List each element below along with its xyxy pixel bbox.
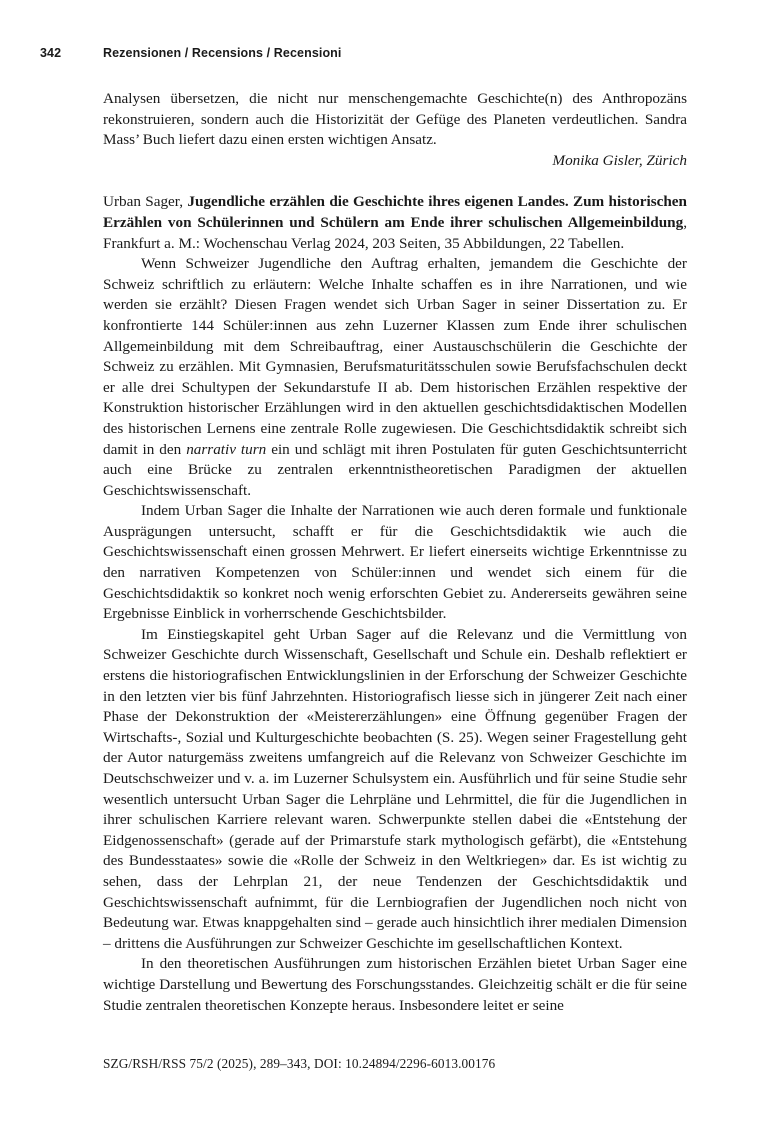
page-number: 342 [40,46,62,60]
paragraph-text: Wenn Schweizer Jugendliche den Auftrag erhalten, jemandem die Geschichte der Schweiz schriftlich zu erläutern: Welche Inhalte schaffen es in ihre Narrationen, und wie werden sie erzählt? Diesen Fragen wendet sich Urban Sager in seiner Dissertation zu. Er konfrontierte 144 Schüler:innen aus zehn Luzerner Klassen zum Ende ihrer schulischen Allgemeinbildung mit dem Schreibauftrag, einer Austauschschülerin die Geschichte der Schweiz zu erzählen. Mit Gymnasien, Berufsmaturitätsschulen sowie Berufsfachschulen deckt er alle drei Schultypen der Sekundarstufe II ab. Dem historischen Erzählen respektive der Konstruktion historischer Erzählungen wird in den aktuellen geschichtsdidaktischen Modellen des historischen Lernens eine zentrale Rolle zugewiesen. Die Geschichtsdidaktik schreibt sich damit in den [103,255,687,458]
review-paragraph: Indem Urban Sager die Inhalte der Narrationen wie auch deren formale und funktionale Ausprägungen untersucht, schafft er für die Geschichtsdidaktik wie auch die Geschichtswissenschaft einen grossen Mehrwert. Er liefert einerseits wichtige Erkenntnisse zu den narrativen Kompetenzen von Schüler:innen und wendet sich einem für die Geschichtsdidaktik so konkret noch wenig erforschten Gebiet zu. Andererseits gewähren seine Ergebnisse Einblick in vorherrschende Geschichtsbilder. [103,502,687,623]
review-paragraph: Im Einstiegskapitel geht Urban Sager auf die Relevanz und die Vermittlung von Schweizer Geschichte durch Wissenschaft, Gesellschaft und Schule ein. Deshalb reflektiert er erstens die historiografischen Entwicklungslinien in der Erforschung der Schweizer Geschichte in den letzten vier bis fünf Jahrzehnten. Historiografisch liesse sich in jüngerer Zeit nach einer Phase der Dekonstruktion der «Meistererzählungen» eine Öffnung gegenüber Fragen der Wirtschafts-, Sozial und Kulturgeschichte beobachten (S. 25). Wegen seiner Fragestellung geht der Autor naturgemäss zweitens umfangreich auf die Relevanz von Schweizer Geschichte im Deutschschweizer und v. a. im Luzerner Schulsystem ein. Ausführlich und für seine Studie sehr wesentlich untersucht Urban Sager die Lehrpläne und Lehrmittel, die für die Jugendlichen in ihrer schulischen Karriere relevant waren. Schwerpunkte stellen dabei die «Entstehung der Eidgenossenschaft» (gerade auf der Primarstufe stark mythologisch gefärbt), die «Entstehung des Bundesstaates» sowie die «Rolle der Schweiz in den Weltkriegen» dar. Es ist wichtig zu sehen, dass der Lehrplan 21, der neue Tendenzen der Geschichtsdidaktik und Geschichtswissenschaft aufnimmt, für die Lernbiografien der Jugendlichen noch nicht von Bedeutung war. Etwas knappgehalten sind – gerade auch hinsichtlich ihrer medialen Dimension – drittens die Ausführungen zur Schweizer Geschichte im gesellschaftlichen Kontext. [103,625,687,952]
main-text [103,89,687,1016]
journal-citation-footer: SZG/RSH/RSS 75/2 (2025), 289–343, DOI: 10.24894/2296-6013.00176 [103,1056,496,1071]
review-bibliographic-heading [103,192,687,254]
emphasized-term: narrativ turn [186,440,267,458]
reviewer-signature: Monika Gisler, Zürich [552,151,687,169]
review-paragraph: In den theoretischen Ausführungen zum historischen Erzählen bietet Urban Sager eine wichtige Darstellung und Bewertung des Forschungsstandes. Gleichzeitig schält er die für seine Studie zentralen theoretischen Konzepte heraus. Insbesondere leitet er seine [103,955,687,1014]
previous-review-closing-paragraph: Analysen übersetzen, die nicht nur menschengemachte Geschichte(n) des Anthropozäns rekonstruieren, sondern auch die Historizität der Gefüge des Planeten verdeutlichen. Sandra Mass’ Buch liefert dazu einen ersten wichtigen Ansatz. [103,90,687,149]
review-book-author: Urban Sager, [103,193,188,211]
section-title: Rezensionen / Recensions / Recensioni [103,46,342,60]
review-paragraph [103,254,687,501]
review-book-title: Jugendliche erzählen die Geschichte ihres eigenen Landes. Zum historischen Erzählen von Schülerinnen und Schülern am Ende ihrer schulischen Allgemeinbildung [103,193,687,231]
review-book-publication: , Frankfurt a. M.: Wochenschau Verlag 2024, 203 Seiten, 35 Abbildungen, 22 Tabellen. [103,213,687,252]
running-head [40,46,342,60]
paragraph-text: ein und schlägt mit ihren Postulaten für guten Geschichtsunterricht auch eine Brücke zu zentralen erkenntnistheoretischen Paradigmen der aktuellen Geschichtswissenschaft. [103,440,688,499]
